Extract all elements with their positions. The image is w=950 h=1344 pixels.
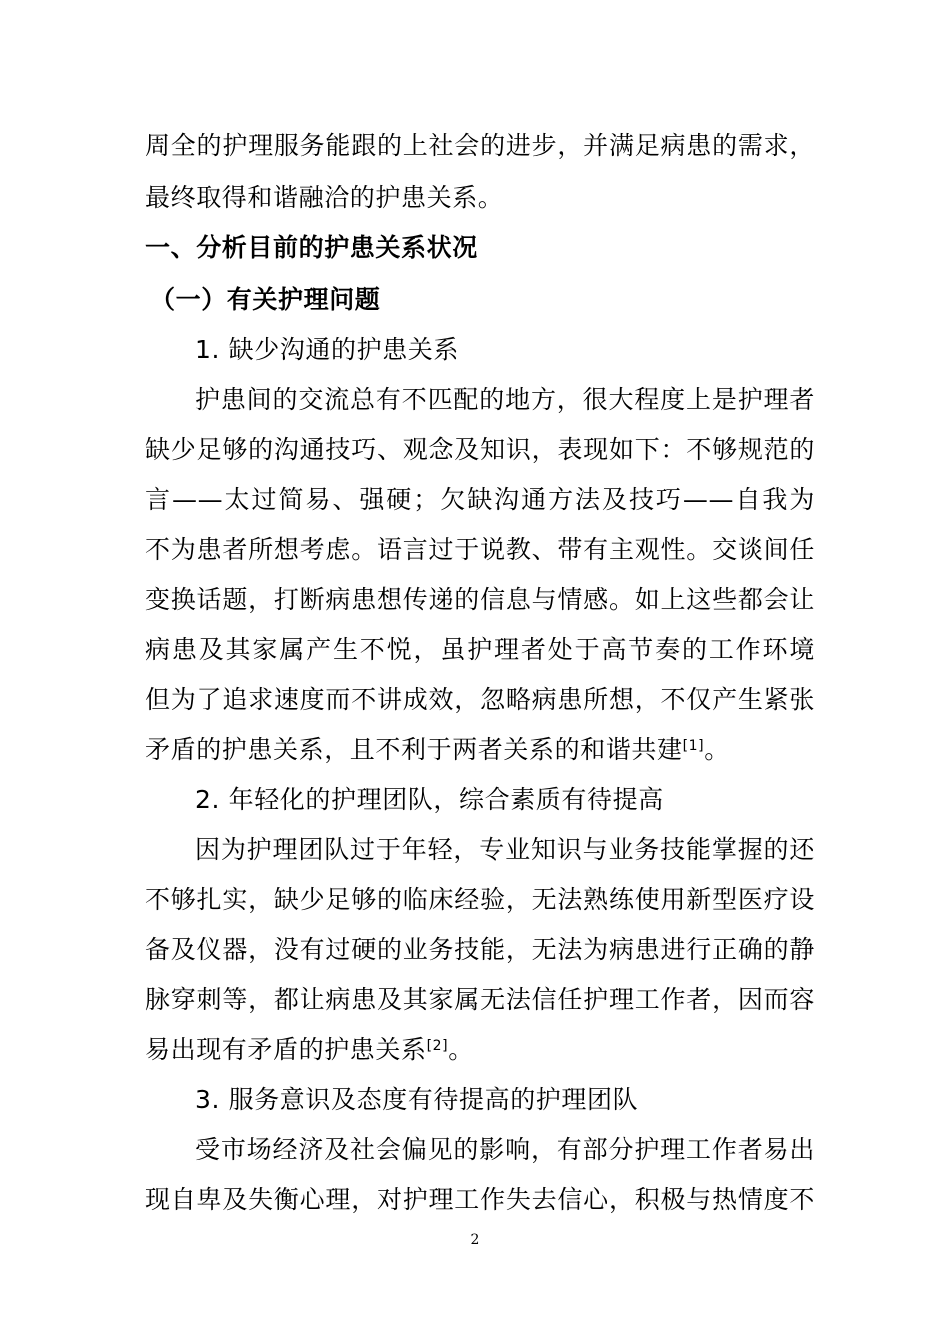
paragraph-line: 不够扎实，缺少足够的临床经验，无法熟练使用新型医疗设	[145, 885, 815, 914]
section-heading: 一、分析目前的护患关系状况	[145, 233, 478, 262]
paragraph-line: 言——太过简易、强硬；欠缺沟通方法及技巧——自我为	[145, 485, 815, 514]
paragraph-line	[145, 734, 815, 766]
paragraph-line: 周全的护理服务能跟的上社会的进步，并满足病患的需求，	[145, 131, 815, 160]
subsection-heading: （一）有关护理问题	[150, 285, 381, 314]
page-number: 2	[470, 1232, 480, 1248]
paragraph-text: 易出现有矛盾的护患关系	[145, 1035, 427, 1064]
paragraph-line: 不为患者所想考虑。语言过于说教、带有主观性。交谈间任	[145, 535, 815, 564]
paragraph-line: 但为了追求速度而不讲成效，忽略病患所想，不仅产生紧张	[145, 685, 815, 714]
item-title: 3. 服务意识及态度有待提高的护理团队	[195, 1085, 639, 1114]
paragraph-line: 护患间的交流总有不匹配的地方，很大程度上是护理者	[195, 385, 815, 414]
citation-ref: [2]	[426, 1038, 449, 1054]
paragraph-text: 矛盾的护患关系，且不利于两者关系的和谐共建	[145, 735, 683, 764]
paragraph-line	[145, 1034, 815, 1066]
paragraph-line: 缺少足够的沟通技巧、观念及知识，表现如下：不够规范的	[145, 435, 815, 464]
paragraph-line: 因为护理团队过于年轻，专业知识与业务技能掌握的还	[195, 835, 815, 864]
paragraph-end: 。	[704, 735, 730, 764]
item-title: 1. 缺少沟通的护患关系	[195, 335, 460, 364]
paragraph-line: 病患及其家属产生不悦，虽护理者处于高节奏的工作环境	[145, 635, 815, 664]
paragraph-end: 。	[448, 1035, 474, 1064]
paragraph-line: 变换话题，打断病患想传递的信息与情感。如上这些都会让	[145, 585, 815, 614]
paragraph-line: 现自卑及失衡心理，对护理工作失去信心，积极与热情度不	[145, 1185, 815, 1214]
paragraph-line: 备及仪器，没有过硬的业务技能，无法为病患进行正确的静	[145, 935, 815, 964]
paragraph-line: 脉穿刺等，都让病患及其家属无法信任护理工作者，因而容	[145, 985, 815, 1014]
item-title: 2. 年轻化的护理团队，综合素质有待提高	[195, 785, 664, 814]
citation-ref: [1]	[682, 738, 705, 754]
paragraph-line: 受市场经济及社会偏见的影响，有部分护理工作者易出	[195, 1135, 815, 1164]
paragraph-line: 最终取得和谐融洽的护患关系。	[145, 183, 504, 212]
